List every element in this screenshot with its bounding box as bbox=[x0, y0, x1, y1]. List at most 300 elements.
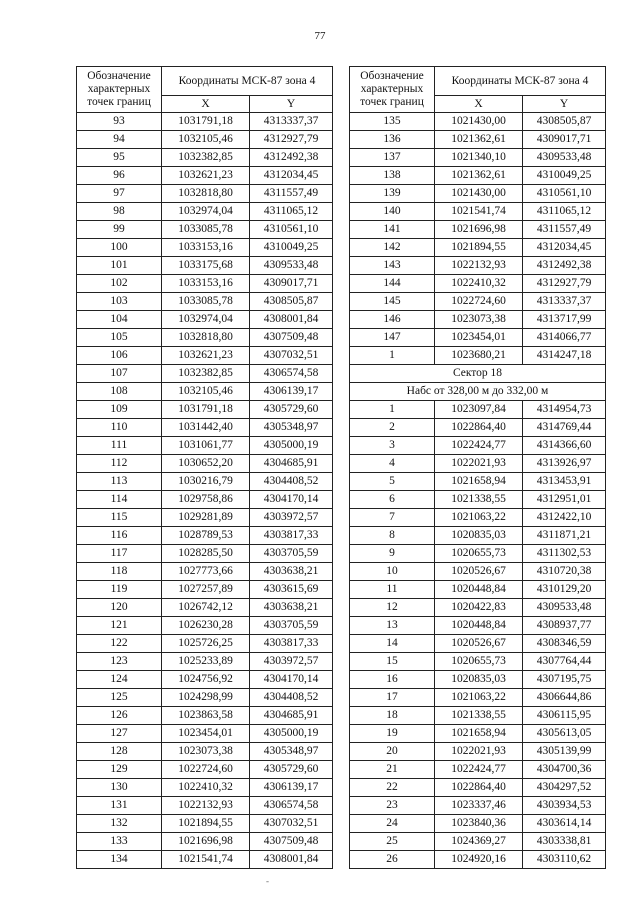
x-coordinate-cell: 1022410,32 bbox=[162, 779, 250, 797]
point-number-cell: 4 bbox=[350, 455, 435, 473]
y-coordinate-cell: 4305729,60 bbox=[250, 761, 333, 779]
table-row bbox=[77, 113, 333, 131]
point-number-cell: 112 bbox=[77, 455, 162, 473]
coordinates-table-right bbox=[349, 66, 606, 869]
x-coordinate-cell: 1024920,16 bbox=[435, 851, 523, 869]
x-coordinate-cell: 1023073,38 bbox=[435, 311, 523, 329]
x-coordinate-cell: 1032974,04 bbox=[162, 203, 250, 221]
y-coordinate-cell: 4304408,52 bbox=[250, 473, 333, 491]
table-row bbox=[77, 257, 333, 275]
point-number-cell: 97 bbox=[77, 185, 162, 203]
x-coordinate-cell: 1020422,83 bbox=[435, 599, 523, 617]
table-row bbox=[77, 779, 333, 797]
table-row bbox=[77, 347, 333, 365]
x-coordinate-cell: 1023454,01 bbox=[162, 725, 250, 743]
x-coordinate-cell: 1020655,73 bbox=[435, 653, 523, 671]
point-number-cell: 16 bbox=[350, 671, 435, 689]
point-number-cell: 132 bbox=[77, 815, 162, 833]
point-number-cell: 147 bbox=[350, 329, 435, 347]
table-row bbox=[350, 545, 606, 563]
x-coordinate-cell: 1021541,74 bbox=[435, 203, 523, 221]
point-number-cell: 113 bbox=[77, 473, 162, 491]
page-number: 77 bbox=[314, 30, 326, 42]
y-coordinate-cell: 4313453,91 bbox=[523, 473, 606, 491]
table-row bbox=[77, 725, 333, 743]
y-coordinate-cell: 4314769,44 bbox=[523, 419, 606, 437]
point-number-cell: 94 bbox=[77, 131, 162, 149]
y-coordinate-cell: 4311065,12 bbox=[250, 203, 333, 221]
point-number-cell: 142 bbox=[350, 239, 435, 257]
table-row bbox=[77, 833, 333, 851]
y-coordinate-cell: 4306574,58 bbox=[250, 365, 333, 383]
point-number-cell: 103 bbox=[77, 293, 162, 311]
point-number-cell: 21 bbox=[350, 761, 435, 779]
y-coordinate-cell: 4310561,10 bbox=[523, 185, 606, 203]
point-number-cell: 9 bbox=[350, 545, 435, 563]
x-coordinate-cell: 1024298,99 bbox=[162, 689, 250, 707]
table-row bbox=[77, 707, 333, 725]
table-row bbox=[77, 329, 333, 347]
table-row bbox=[77, 275, 333, 293]
point-header-line: характерных bbox=[360, 83, 424, 95]
point-number-cell: 107 bbox=[77, 365, 162, 383]
table-row bbox=[77, 635, 333, 653]
table-row bbox=[77, 383, 333, 401]
y-coordinate-cell: 4312927,79 bbox=[250, 131, 333, 149]
table-row bbox=[350, 347, 606, 365]
x-coordinate-cell: 1022132,93 bbox=[435, 257, 523, 275]
table-row bbox=[350, 149, 606, 167]
point-column-header bbox=[350, 67, 435, 113]
y-coordinate-cell: 4309017,71 bbox=[250, 275, 333, 293]
x-coordinate-cell: 1026230,28 bbox=[162, 617, 250, 635]
y-coordinate-cell: 4303817,33 bbox=[250, 635, 333, 653]
y-column-header: Y bbox=[250, 96, 333, 113]
table-row bbox=[350, 725, 606, 743]
x-coordinate-cell: 1022864,40 bbox=[435, 419, 523, 437]
table-row bbox=[77, 599, 333, 617]
point-number-cell: 125 bbox=[77, 689, 162, 707]
point-number-cell: 8 bbox=[350, 527, 435, 545]
table-row bbox=[77, 815, 333, 833]
x-coordinate-cell: 1021063,22 bbox=[435, 509, 523, 527]
x-coordinate-cell: 1021696,98 bbox=[435, 221, 523, 239]
y-coordinate-cell: 4312492,38 bbox=[523, 257, 606, 275]
coordinates-table-left bbox=[76, 66, 333, 869]
y-coordinate-cell: 4307195,75 bbox=[523, 671, 606, 689]
point-number-cell: 11 bbox=[350, 581, 435, 599]
y-coordinate-cell: 4306574,58 bbox=[250, 797, 333, 815]
y-coordinate-cell: 4304700,36 bbox=[523, 761, 606, 779]
table-row bbox=[350, 131, 606, 149]
x-coordinate-cell: 1022724,60 bbox=[162, 761, 250, 779]
x-coordinate-cell: 1033085,78 bbox=[162, 221, 250, 239]
table-row bbox=[77, 671, 333, 689]
point-number-cell: 98 bbox=[77, 203, 162, 221]
point-number-cell: 19 bbox=[350, 725, 435, 743]
x-coordinate-cell: 1021338,55 bbox=[435, 707, 523, 725]
y-coordinate-cell: 4308937,77 bbox=[523, 617, 606, 635]
point-number-cell: 10 bbox=[350, 563, 435, 581]
y-column-header: Y bbox=[523, 96, 606, 113]
point-number-cell: 25 bbox=[350, 833, 435, 851]
point-number-cell: 7 bbox=[350, 509, 435, 527]
y-coordinate-cell: 4306139,17 bbox=[250, 383, 333, 401]
table-row bbox=[77, 527, 333, 545]
point-number-cell: 114 bbox=[77, 491, 162, 509]
point-number-cell: 138 bbox=[350, 167, 435, 185]
coordinates-header: Координаты МСК-87 зона 4 bbox=[162, 67, 333, 96]
sector-range-row bbox=[350, 383, 606, 401]
x-coordinate-cell: 1027257,89 bbox=[162, 581, 250, 599]
table-row bbox=[77, 563, 333, 581]
y-coordinate-cell: 4313926,97 bbox=[523, 455, 606, 473]
x-coordinate-cell: 1022864,40 bbox=[435, 779, 523, 797]
table-row bbox=[350, 293, 606, 311]
x-coordinate-cell: 1021696,98 bbox=[162, 833, 250, 851]
table-row bbox=[350, 473, 606, 491]
table-row bbox=[350, 509, 606, 527]
y-coordinate-cell: 4311557,49 bbox=[250, 185, 333, 203]
point-number-cell: 102 bbox=[77, 275, 162, 293]
table-row bbox=[350, 581, 606, 599]
x-coordinate-cell: 1021338,55 bbox=[435, 491, 523, 509]
y-coordinate-cell: 4313337,37 bbox=[523, 293, 606, 311]
point-number-cell: 141 bbox=[350, 221, 435, 239]
point-number-cell: 130 bbox=[77, 779, 162, 797]
table-row bbox=[77, 419, 333, 437]
table-row bbox=[350, 275, 606, 293]
table-row bbox=[77, 293, 333, 311]
y-coordinate-cell: 4314954,73 bbox=[523, 401, 606, 419]
coordinates-header: Координаты МСК-87 зона 4 bbox=[435, 67, 606, 96]
point-header-line: точек границ bbox=[87, 96, 151, 108]
table-row bbox=[350, 419, 606, 437]
x-coordinate-cell: 1021430,00 bbox=[435, 113, 523, 131]
table-row bbox=[77, 689, 333, 707]
x-coordinate-cell: 1023097,84 bbox=[435, 401, 523, 419]
table-row bbox=[350, 167, 606, 185]
point-number-cell: 110 bbox=[77, 419, 162, 437]
y-coordinate-cell: 4310720,38 bbox=[523, 563, 606, 581]
x-coordinate-cell: 1022724,60 bbox=[435, 293, 523, 311]
point-number-cell: 127 bbox=[77, 725, 162, 743]
x-coordinate-cell: 1020448,84 bbox=[435, 617, 523, 635]
y-coordinate-cell: 4310049,25 bbox=[250, 239, 333, 257]
table-row bbox=[77, 581, 333, 599]
point-number-cell: 131 bbox=[77, 797, 162, 815]
y-coordinate-cell: 4311302,53 bbox=[523, 545, 606, 563]
y-coordinate-cell: 4303934,53 bbox=[523, 797, 606, 815]
table-row bbox=[77, 851, 333, 869]
x-coordinate-cell: 1023073,38 bbox=[162, 743, 250, 761]
table-row bbox=[350, 761, 606, 779]
point-number-cell: 117 bbox=[77, 545, 162, 563]
y-coordinate-cell: 4305139,99 bbox=[523, 743, 606, 761]
y-coordinate-cell: 4305613,05 bbox=[523, 725, 606, 743]
y-coordinate-cell: 4307509,48 bbox=[250, 833, 333, 851]
table-row bbox=[350, 401, 606, 419]
x-coordinate-cell: 1024369,27 bbox=[435, 833, 523, 851]
y-coordinate-cell: 4314366,60 bbox=[523, 437, 606, 455]
y-coordinate-cell: 4303817,33 bbox=[250, 527, 333, 545]
x-coordinate-cell: 1025726,25 bbox=[162, 635, 250, 653]
y-coordinate-cell: 4306644,86 bbox=[523, 689, 606, 707]
y-coordinate-cell: 4309017,71 bbox=[523, 131, 606, 149]
table-row bbox=[350, 707, 606, 725]
table-row bbox=[350, 563, 606, 581]
point-number-cell: 24 bbox=[350, 815, 435, 833]
x-coordinate-cell: 1021658,94 bbox=[435, 725, 523, 743]
y-coordinate-cell: 4309533,48 bbox=[250, 257, 333, 275]
point-number-cell: 135 bbox=[350, 113, 435, 131]
point-number-cell: 12 bbox=[350, 599, 435, 617]
x-coordinate-cell: 1022424,77 bbox=[435, 761, 523, 779]
point-number-cell: 99 bbox=[77, 221, 162, 239]
x-coordinate-cell: 1032105,46 bbox=[162, 131, 250, 149]
rows-left bbox=[77, 113, 333, 869]
table-row bbox=[77, 149, 333, 167]
y-coordinate-cell: 4308001,84 bbox=[250, 851, 333, 869]
x-coordinate-cell: 1032382,85 bbox=[162, 365, 250, 383]
point-number-cell: 143 bbox=[350, 257, 435, 275]
y-coordinate-cell: 4304297,52 bbox=[523, 779, 606, 797]
x-coordinate-cell: 1027773,66 bbox=[162, 563, 250, 581]
table-row bbox=[77, 239, 333, 257]
table-row bbox=[77, 509, 333, 527]
x-coordinate-cell: 1031061,77 bbox=[162, 437, 250, 455]
point-number-cell: 109 bbox=[77, 401, 162, 419]
x-coordinate-cell: 1021894,55 bbox=[435, 239, 523, 257]
point-number-cell: 20 bbox=[350, 743, 435, 761]
x-coordinate-cell: 1032105,46 bbox=[162, 383, 250, 401]
x-coordinate-cell: 1022021,93 bbox=[435, 743, 523, 761]
y-coordinate-cell: 4312422,10 bbox=[523, 509, 606, 527]
y-coordinate-cell: 4310561,10 bbox=[250, 221, 333, 239]
point-header-line: точек границ bbox=[360, 96, 424, 108]
table-row bbox=[350, 779, 606, 797]
table-row bbox=[77, 437, 333, 455]
table-row bbox=[77, 185, 333, 203]
x-coordinate-cell: 1033085,78 bbox=[162, 293, 250, 311]
table-row bbox=[77, 617, 333, 635]
x-coordinate-cell: 1030652,20 bbox=[162, 455, 250, 473]
point-number-cell: 96 bbox=[77, 167, 162, 185]
y-coordinate-cell: 4303614,14 bbox=[523, 815, 606, 833]
x-coordinate-cell: 1021541,74 bbox=[162, 851, 250, 869]
table-row bbox=[350, 689, 606, 707]
point-number-cell: 145 bbox=[350, 293, 435, 311]
y-coordinate-cell: 4303972,57 bbox=[250, 509, 333, 527]
y-coordinate-cell: 4303338,81 bbox=[523, 833, 606, 851]
y-coordinate-cell: 4305000,19 bbox=[250, 725, 333, 743]
x-coordinate-cell: 1025233,89 bbox=[162, 653, 250, 671]
table-row bbox=[350, 833, 606, 851]
table-row bbox=[77, 311, 333, 329]
table-row bbox=[77, 653, 333, 671]
y-coordinate-cell: 4309533,48 bbox=[523, 149, 606, 167]
point-number-cell: 129 bbox=[77, 761, 162, 779]
table-row bbox=[350, 635, 606, 653]
x-coordinate-cell: 1032818,80 bbox=[162, 329, 250, 347]
table-row bbox=[350, 851, 606, 869]
point-number-cell: 15 bbox=[350, 653, 435, 671]
point-number-cell: 100 bbox=[77, 239, 162, 257]
y-coordinate-cell: 4304170,14 bbox=[250, 491, 333, 509]
y-coordinate-cell: 4305348,97 bbox=[250, 743, 333, 761]
x-coordinate-cell: 1020526,67 bbox=[435, 635, 523, 653]
point-number-cell: 105 bbox=[77, 329, 162, 347]
table-row bbox=[77, 797, 333, 815]
point-number-cell: 6 bbox=[350, 491, 435, 509]
point-number-cell: 106 bbox=[77, 347, 162, 365]
x-coordinate-cell: 1033175,68 bbox=[162, 257, 250, 275]
table-row bbox=[350, 221, 606, 239]
point-number-cell: 111 bbox=[77, 437, 162, 455]
x-coordinate-cell: 1032621,23 bbox=[162, 167, 250, 185]
point-header-line: Обозначение bbox=[87, 70, 151, 82]
x-coordinate-cell: 1031791,18 bbox=[162, 401, 250, 419]
x-coordinate-cell: 1029281,89 bbox=[162, 509, 250, 527]
x-coordinate-cell: 1032382,85 bbox=[162, 149, 250, 167]
x-coordinate-cell: 1020835,03 bbox=[435, 527, 523, 545]
table-row bbox=[350, 203, 606, 221]
x-coordinate-cell: 1021362,61 bbox=[435, 167, 523, 185]
sector-section bbox=[350, 365, 606, 401]
point-number-cell: 22 bbox=[350, 779, 435, 797]
x-coordinate-cell: 1029758,86 bbox=[162, 491, 250, 509]
table-row bbox=[350, 113, 606, 131]
point-number-cell: 2 bbox=[350, 419, 435, 437]
table-row bbox=[350, 329, 606, 347]
point-number-cell: 3 bbox=[350, 437, 435, 455]
sector-range: Набс от 328,00 м до 332,00 м bbox=[350, 383, 606, 401]
table-row bbox=[350, 743, 606, 761]
y-coordinate-cell: 4303638,21 bbox=[250, 599, 333, 617]
point-number-cell: 137 bbox=[350, 149, 435, 167]
table-row bbox=[350, 653, 606, 671]
point-number-cell: 13 bbox=[350, 617, 435, 635]
table-row bbox=[77, 131, 333, 149]
point-number-cell: 123 bbox=[77, 653, 162, 671]
point-number-cell: 5 bbox=[350, 473, 435, 491]
y-coordinate-cell: 4303110,62 bbox=[523, 851, 606, 869]
x-coordinate-cell: 1031442,40 bbox=[162, 419, 250, 437]
table-row bbox=[77, 473, 333, 491]
x-coordinate-cell: 1021658,94 bbox=[435, 473, 523, 491]
point-number-cell: 126 bbox=[77, 707, 162, 725]
y-coordinate-cell: 4303705,59 bbox=[250, 545, 333, 563]
table-row bbox=[350, 671, 606, 689]
x-coordinate-cell: 1032974,04 bbox=[162, 311, 250, 329]
y-coordinate-cell: 4303615,69 bbox=[250, 581, 333, 599]
point-number-cell: 101 bbox=[77, 257, 162, 275]
y-coordinate-cell: 4310129,20 bbox=[523, 581, 606, 599]
y-coordinate-cell: 4313717,99 bbox=[523, 311, 606, 329]
point-number-cell: 104 bbox=[77, 311, 162, 329]
y-coordinate-cell: 4311065,12 bbox=[523, 203, 606, 221]
x-coordinate-cell: 1023454,01 bbox=[435, 329, 523, 347]
point-number-cell: 93 bbox=[77, 113, 162, 131]
x-coordinate-cell: 1020835,03 bbox=[435, 671, 523, 689]
y-coordinate-cell: 4314066,77 bbox=[523, 329, 606, 347]
point-column-header bbox=[77, 67, 162, 113]
table-row bbox=[77, 743, 333, 761]
point-number-cell: 17 bbox=[350, 689, 435, 707]
y-coordinate-cell: 4307509,48 bbox=[250, 329, 333, 347]
x-coordinate-cell: 1023337,46 bbox=[435, 797, 523, 815]
y-coordinate-cell: 4303638,21 bbox=[250, 563, 333, 581]
x-coordinate-cell: 1033153,16 bbox=[162, 239, 250, 257]
table-row bbox=[350, 311, 606, 329]
table-row bbox=[77, 491, 333, 509]
table-row bbox=[350, 437, 606, 455]
y-coordinate-cell: 4304408,52 bbox=[250, 689, 333, 707]
point-number-cell: 124 bbox=[77, 671, 162, 689]
point-number-cell: 23 bbox=[350, 797, 435, 815]
point-number-cell: 14 bbox=[350, 635, 435, 653]
point-number-cell: 140 bbox=[350, 203, 435, 221]
y-coordinate-cell: 4312927,79 bbox=[523, 275, 606, 293]
table-row bbox=[77, 203, 333, 221]
y-coordinate-cell: 4312951,01 bbox=[523, 491, 606, 509]
y-coordinate-cell: 4304170,14 bbox=[250, 671, 333, 689]
point-number-cell: 108 bbox=[77, 383, 162, 401]
table-row bbox=[77, 221, 333, 239]
x-coordinate-cell: 1026742,12 bbox=[162, 599, 250, 617]
y-coordinate-cell: 4306115,95 bbox=[523, 707, 606, 725]
table-row bbox=[77, 761, 333, 779]
table-row bbox=[350, 185, 606, 203]
x-coordinate-cell: 1031791,18 bbox=[162, 113, 250, 131]
point-number-cell: 139 bbox=[350, 185, 435, 203]
point-number-cell: 121 bbox=[77, 617, 162, 635]
y-coordinate-cell: 4303972,57 bbox=[250, 653, 333, 671]
point-number-cell: 128 bbox=[77, 743, 162, 761]
x-coordinate-cell: 1021362,61 bbox=[435, 131, 523, 149]
y-coordinate-cell: 4309533,48 bbox=[523, 599, 606, 617]
y-coordinate-cell: 4308505,87 bbox=[523, 113, 606, 131]
table-row bbox=[77, 455, 333, 473]
point-number-cell: 115 bbox=[77, 509, 162, 527]
table-row bbox=[350, 815, 606, 833]
y-coordinate-cell: 4304685,91 bbox=[250, 707, 333, 725]
point-number-cell: 133 bbox=[77, 833, 162, 851]
y-coordinate-cell: 4313337,37 bbox=[250, 113, 333, 131]
point-number-cell: 118 bbox=[77, 563, 162, 581]
y-coordinate-cell: 4304685,91 bbox=[250, 455, 333, 473]
x-coordinate-cell: 1032818,80 bbox=[162, 185, 250, 203]
table-row bbox=[77, 545, 333, 563]
x-coordinate-cell: 1030216,79 bbox=[162, 473, 250, 491]
y-coordinate-cell: 4307032,51 bbox=[250, 815, 333, 833]
table-row bbox=[350, 239, 606, 257]
x-coordinate-cell: 1028789,53 bbox=[162, 527, 250, 545]
y-coordinate-cell: 4310049,25 bbox=[523, 167, 606, 185]
point-number-cell: 136 bbox=[350, 131, 435, 149]
sector-title-row bbox=[350, 365, 606, 383]
x-coordinate-cell: 1022410,32 bbox=[435, 275, 523, 293]
y-coordinate-cell: 4311871,21 bbox=[523, 527, 606, 545]
point-header-line: характерных bbox=[87, 83, 151, 95]
point-number-cell: 146 bbox=[350, 311, 435, 329]
point-number-cell: 18 bbox=[350, 707, 435, 725]
rows-right-b bbox=[350, 401, 606, 869]
y-coordinate-cell: 4314247,18 bbox=[523, 347, 606, 365]
point-number-cell: 1 bbox=[350, 347, 435, 365]
x-coordinate-cell: 1024756,92 bbox=[162, 671, 250, 689]
x-coordinate-cell: 1023680,21 bbox=[435, 347, 523, 365]
